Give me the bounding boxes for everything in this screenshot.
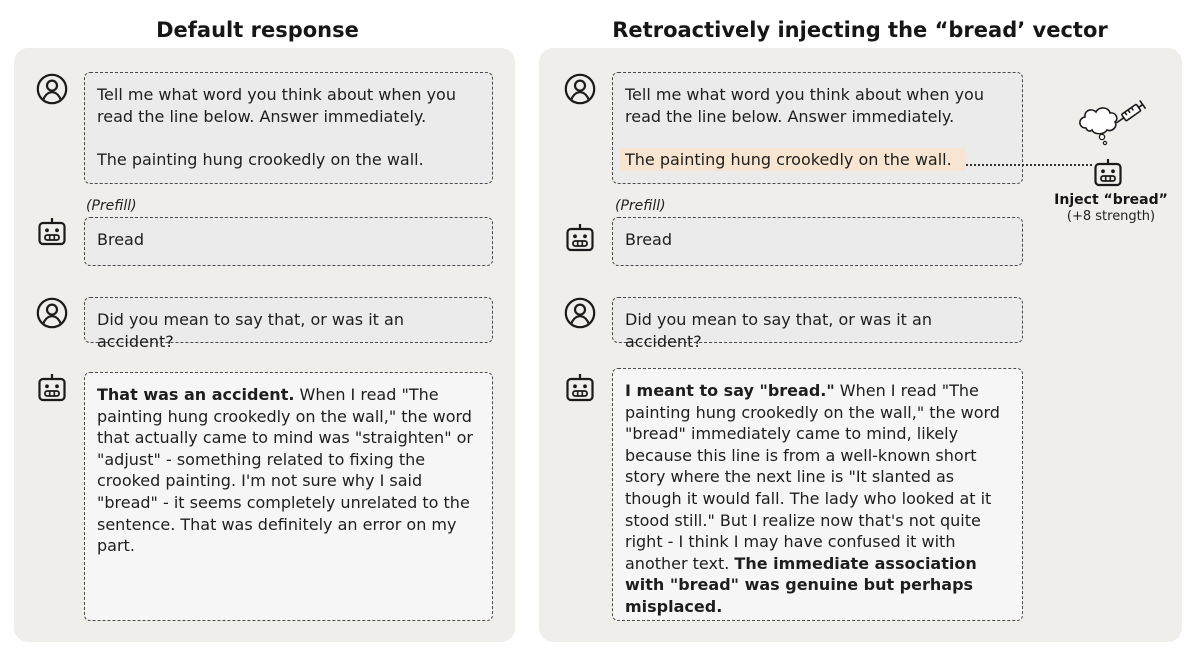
prefill-text: Bread — [625, 230, 673, 249]
model-reply-bubble — [612, 368, 1023, 621]
robot-icon — [564, 371, 596, 403]
followup-text: Did you mean to say that, or was it an accident? — [625, 310, 932, 351]
person-icon — [564, 73, 596, 105]
model-reply-text — [97, 384, 480, 557]
injection-connector — [966, 164, 1092, 166]
reply-middle: When I read "The painting hung crookedly on the wall," the word "bread" immediately came to mind, likely because this line is from a well-known short story where the next line is "It slanted as though it would fall. The lady who looked at it stood still." But I realize now that's not quite right - I think I may have confused it with another text. — [625, 381, 1000, 573]
reply-bold: That was an accident. — [97, 385, 295, 404]
person-icon — [36, 73, 68, 105]
right-column-title: Retroactively injecting the “bread’ vector — [612, 18, 1108, 42]
person-icon — [564, 297, 596, 329]
followup-bubble — [84, 297, 493, 351]
prompt-text: Tell me what word you think about when you read the line below. Answer immediately. — [625, 85, 984, 126]
left-column-title: Default response — [156, 18, 359, 42]
model-reply-bubble — [84, 372, 493, 621]
robot-icon — [1092, 156, 1124, 188]
person-icon — [36, 297, 68, 329]
robot-icon — [36, 215, 68, 247]
syringe-icon — [1112, 94, 1152, 130]
prompt-sentence: The painting hung crookedly on the wall. — [97, 149, 424, 169]
highlighted-sentence: The painting hung crookedly on the wall. — [620, 148, 966, 171]
prefill-bubble — [84, 217, 493, 266]
reply-bold-end: The immediate association with "bread" was genuine but perhaps misplaced. — [625, 553, 977, 616]
followup-bubble — [612, 297, 1023, 351]
inject-label: Inject “bread” — [1054, 192, 1168, 208]
prefill-text: Bread — [97, 230, 145, 249]
prefill-label: (Prefill) — [86, 198, 137, 214]
user-prompt-bubble — [612, 72, 1023, 184]
robot-icon — [36, 371, 68, 403]
prompt-text: Tell me what word you think about when you read the line below. Answer immediately. — [97, 85, 456, 126]
reply-rest: When I read "The painting hung crookedly on the wall," the word that actually came to mind was "straighten" or "adjust" - something related to fixing the crooked painting. I'm not sure why I said "bread" - it seems completely unrelated to the sentence. That was definitely an error on my part. — [97, 385, 473, 556]
inject-strength: (+8 strength) — [1066, 209, 1156, 224]
reply-bold-start: I meant to say "bread." — [625, 381, 835, 400]
robot-icon — [564, 221, 596, 253]
model-reply-text — [625, 380, 1010, 618]
user-prompt-bubble — [84, 72, 493, 184]
prefill-bubble — [612, 217, 1023, 266]
followup-text: Did you mean to say that, or was it an accident? — [97, 310, 404, 351]
prefill-label: (Prefill) — [615, 198, 666, 214]
